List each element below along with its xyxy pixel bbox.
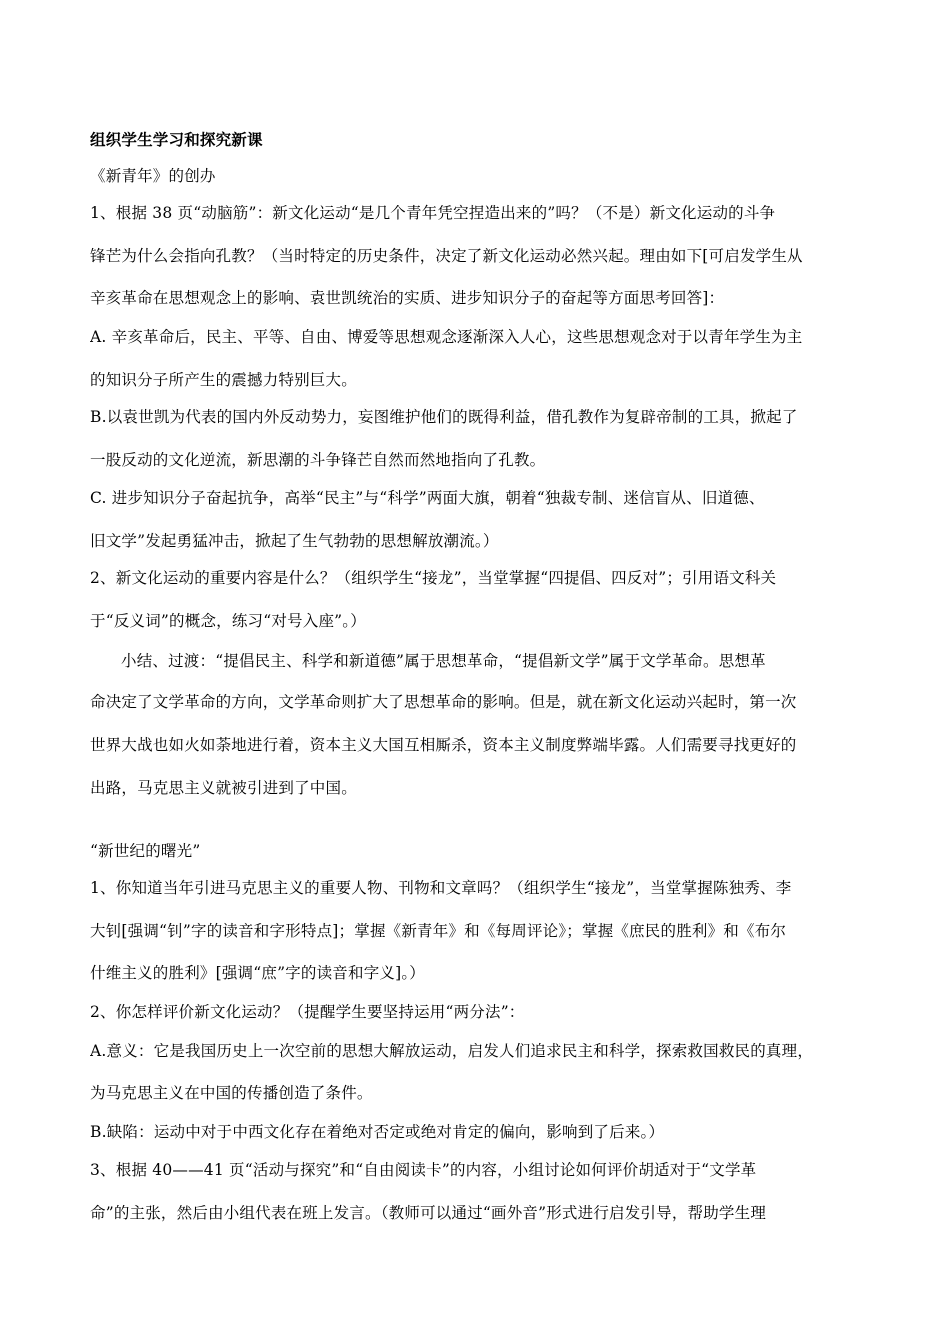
paragraph-line: B.缺陷：运动中对于中西文化存在着绝对否定或绝对肯定的偏向，影响到了后来。） [90, 1123, 665, 1141]
paragraph-line: 1、你知道当年引进马克思主义的重要人物、刊物和文章吗？（组织学生“接龙”，当堂掌握陈独秀、李 [90, 879, 792, 897]
paragraph-line: 一股反动的文化逆流，新思潮的斗争锋芒自然而然地指向了孔教。 [90, 451, 546, 469]
subsection-title-shuguang: “新世纪的曙光” [90, 842, 201, 860]
paragraph-line: 为马克思主义在中国的传播创造了条件。 [90, 1084, 373, 1102]
paragraph-line: 辛亥革命在思想观念上的影响、袁世凯统治的实质、进步知识分子的奋起等方面思考回答]： [90, 289, 725, 307]
paragraph-line: C. 进步知识分子奋起抗争，高举“民主”与“科学”两面大旗，朝着“独裁专制、迷信盲从、旧道德、 [90, 489, 765, 507]
paragraph-line: 2、你怎样评价新文化运动？（提醒学生要坚持运用“两分法”： [90, 1003, 525, 1021]
paragraph-line: 什维主义的胜利》[强调“庶”字的读音和字义]。） [90, 964, 425, 982]
paragraph-line: 大钊[强调“钊”字的读音和字形特点]；掌握《新青年》和《每周评论》；掌握《庶民的胜利》和《布尔 [90, 922, 787, 940]
paragraph-line: 的知识分子所产生的震撼力特别巨大。 [90, 371, 357, 389]
subsection-title-xinqingnian: 《新青年》的创办 [90, 167, 216, 185]
paragraph-line: 旧文学”发起勇猛冲击，掀起了生气勃勃的思想解放潮流。） [90, 532, 499, 550]
section-heading: 组织学生学习和探究新课 [90, 130, 263, 149]
paragraph-line: B.以袁世凯为代表的国内外反动势力，妄图维护他们的既得利益，借孔教作为复辟帝制的工具，掀起了 [90, 408, 798, 426]
paragraph-line: 3、根据 40——41 页“活动与探究”和“自由阅读卡”的内容，小组讨论如何评价胡适对于“文学革 [90, 1161, 757, 1179]
paragraph-line: 锋芒为什么会指向孔教？（当时特定的历史条件，决定了新文化运动必然兴起。理由如下[可启发学生从 [90, 247, 803, 265]
paragraph-line: A. 辛亥革命后，民主、平等、自由、博爱等思想观念逐渐深入人心，这些思想观念对于以青年学生为主 [90, 328, 803, 346]
paragraph-line: 世界大战也如火如荼地进行着，资本主义大国互相厮杀，资本主义制度弊端毕露。人们需要寻找更好的 [90, 736, 797, 754]
paragraph-line: 2、新文化运动的重要内容是什么？（组织学生“接龙”，当堂掌握“四提倡、四反对”；引用语文科关 [90, 569, 777, 587]
paragraph-line: 出路，马克思主义就被引进到了中国。 [90, 779, 357, 797]
paragraph-line: 于“反义词”的概念，练习“对号入座”。） [90, 612, 366, 630]
paragraph-line: 命”的主张，然后由小组代表在班上发言。（教师可以通过“画外音”形式进行启发引导，帮助学生理 [90, 1204, 767, 1222]
paragraph-line: 命决定了文学革命的方向，文学革命则扩大了思想革命的影响。但是，就在新文化运动兴起时，第一次 [90, 693, 797, 711]
paragraph-line: A.意义：它是我国历史上一次空前的思想大解放运动，启发人们追求民主和科学，探索救国救民的真理， [90, 1042, 814, 1060]
summary-paragraph-line: 小结、过渡：“提倡民主、科学和新道德”属于思想革命，“提倡新文学”属于文学革命。思想革 [121, 652, 766, 670]
paragraph-line: 1、根据 38 页“动脑筋”：新文化运动“是几个青年凭空捏造出来的”吗？（不是）新文化运动的斗争 [90, 204, 776, 222]
